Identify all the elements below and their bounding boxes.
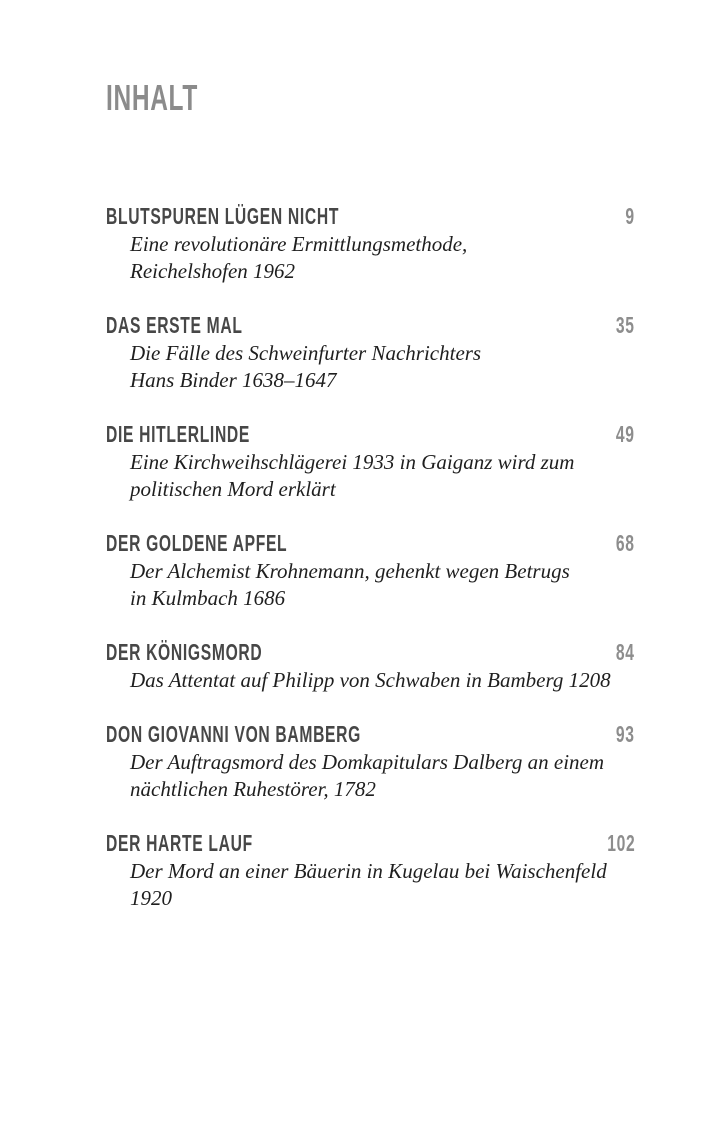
- entry-head: [106, 719, 635, 749]
- entry-subtitle: [130, 231, 635, 285]
- page-heading: INHALT: [106, 77, 199, 118]
- entry-page-number: 49: [616, 421, 635, 447]
- entry-subtitle: [130, 449, 635, 503]
- entry-page-number: 93: [616, 721, 635, 747]
- toc-entry: [106, 637, 635, 694]
- entry-page-number: 68: [616, 530, 635, 556]
- entry-subtitle-line: Das Attentat auf Philipp von Schwaben in Bamberg 1208: [130, 668, 611, 692]
- entry-subtitle-line: Die Fälle des Schweinfurter Nachrichters: [130, 341, 482, 365]
- entry-page-number: 9: [625, 203, 635, 229]
- entry-title: DER HARTE LAUF: [106, 830, 253, 856]
- entry-subtitle-line: Eine Kirchweihschlägerei 1933 in Gaiganz wird zum: [130, 450, 575, 474]
- entry-page-number: 35: [616, 312, 635, 338]
- entry-subtitle-line: Hans Binder 1638–1647: [130, 368, 337, 392]
- entry-head: [106, 528, 635, 558]
- toc-list: [106, 201, 635, 912]
- entry-subtitle: [130, 340, 635, 394]
- entry-subtitle: [130, 749, 635, 803]
- entry-subtitle-line: politischen Mord erklärt: [130, 477, 336, 501]
- entry-title: DER GOLDENE APFEL: [106, 530, 288, 556]
- entry-subtitle-line: in Kulmbach 1686: [130, 586, 286, 610]
- toc-entry: [106, 419, 635, 503]
- entry-head: [106, 201, 635, 231]
- entry-subtitle: [130, 858, 635, 912]
- entry-title: BLUTSPUREN LÜGEN NICHT: [106, 203, 340, 229]
- entry-subtitle: [130, 667, 635, 694]
- entry-subtitle-line: Reichelshofen 1962: [130, 259, 296, 283]
- entry-head: [106, 419, 635, 449]
- entry-head: [106, 828, 635, 858]
- entry-title: DIE HITLERLINDE: [106, 421, 251, 447]
- entry-title: DER KÖNIGSMORD: [106, 639, 263, 665]
- entry-page-number: 84: [616, 639, 635, 665]
- toc-entry: [106, 828, 635, 912]
- entry-subtitle: [130, 558, 635, 612]
- entry-title: DAS ERSTE MAL: [106, 312, 243, 338]
- toc-entry: [106, 201, 635, 285]
- entry-subtitle-line: Der Alchemist Krohnemann, gehenkt wegen Betrugs: [130, 559, 570, 583]
- entry-head: [106, 637, 635, 667]
- entry-head: [106, 310, 635, 340]
- entry-page-number: 102: [606, 830, 635, 856]
- toc-entry: [106, 719, 635, 803]
- entry-subtitle-line: Der Auftragsmord des Domkapitulars Dalberg an einem: [130, 750, 605, 774]
- entry-subtitle-line: Eine revolutionäre Ermittlungsmethode,: [130, 232, 468, 256]
- entry-title: DON GIOVANNI VON BAMBERG: [106, 721, 361, 747]
- toc-entry: [106, 310, 635, 394]
- entry-subtitle-line: Der Mord an einer Bäuerin in Kugelau bei Waischenfeld 1920: [130, 859, 607, 910]
- toc-entry: [106, 528, 635, 612]
- entry-subtitle-line: nächtlichen Ruhestörer, 1782: [130, 777, 376, 801]
